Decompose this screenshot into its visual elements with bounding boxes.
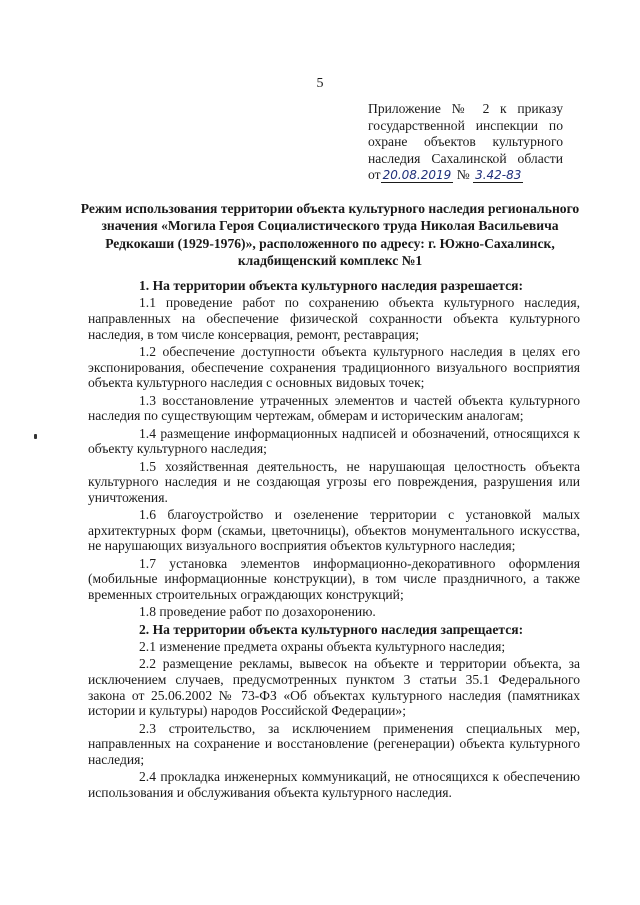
section-heading: 1. На территории объекта культурного наследия разрешается: — [139, 278, 524, 293]
document-title: Режим использования территории объекта культурного наследия регионального значения «Могила Героя Социалистического труда Николая Васильевича Редкокаши (1929-1976)», расположенного по адресу: г. Южно-Сахалинск, кладбищенский комплекс №1 — [80, 201, 580, 269]
document-body — [88, 278, 580, 802]
list-item: 1.5 хозяйственная деятельность, не нарушающая целостность объекта культурного наследия и не создающая угрозы его повреждения, разрушения или уничтожения. — [88, 458, 580, 505]
list-item: 2.4 прокладка инженерных коммуникаций, не относящихся к обеспечению использования и обслуживания объекта культурного наследия. — [88, 769, 580, 800]
list-item: 1.8 проведение работ по дозахоронению. — [139, 604, 376, 620]
handwritten-number: 3.42-83 — [475, 168, 522, 183]
list-item: 1.4 размещение информационных надписей и обозначений, относящихся к объекту культурного наследия; — [88, 425, 580, 457]
list-item: 2.2 размещение рекламы, вывесок на объекте и территории объекта, за исключением случаев, предусмотренных пунктом 3 статьи 35.1 Федерального закона от 25.06.2002 № 73-ФЗ «Об объектах культурного наследия (памятниках истории и культуры) народов Российской Федерации»; — [88, 656, 580, 719]
appendix-line: государственной инспекции по — [368, 117, 563, 133]
appendix-line: наследия Сахалинской области — [368, 150, 563, 166]
appendix-block — [368, 101, 563, 184]
section-heading: 2. На территории объекта культурного наследия запрещается: — [139, 621, 524, 637]
appendix-line: охране объектов культурного — [368, 134, 563, 150]
margin-mark — [34, 434, 37, 439]
page-number: 5 — [316, 76, 324, 91]
list-item: 2.1 изменение предмета охраны объекта культурного наследия; — [139, 639, 506, 655]
list-item: 1.7 установка элементов информационно-декоративного оформления (мобильные информационные конструкции), в том числе праздничного, а также временных строительных ограждающих конструкций; — [88, 555, 580, 602]
list-item: 1.2 обеспечение доступности объекта культурного наследия в целях его экспонирования, обеспечение сохранения традиционного визуального восприятия объекта культурного наследия с основных видовых точек; — [88, 343, 580, 391]
appendix-line: Приложение № 2 к приказу — [368, 101, 563, 116]
list-item: 1.6 благоустройство и озеленение территории с установкой малых архитектурных форм (скамьи, цветочницы), объектов монументального искусства, не нарушающих визуального восприятия объектов культурного наследия; — [88, 507, 580, 554]
date-prefix: от — [368, 167, 381, 183]
handwritten-date: 20.08.2019 — [382, 168, 452, 183]
list-item: 2.3 строительство, за исключением применения специальных мер, направленных на сохранение и восстановление (регенерации) объекта культурного наследия; — [88, 720, 580, 767]
list-item: 1.3 восстановление утраченных элементов и частей объекта культурного наследия по существующим чертежам, обмерам и историческим аналогам; — [88, 392, 580, 424]
list-item: 1.1 проведение работ по сохранению объекта культурного наследия, направленных на обеспечение физической сохранности объекта культурного наследия, в том числе консервация, ремонт, реставрация; — [88, 295, 580, 342]
number-prefix: № — [456, 167, 470, 183]
appendix-date-line — [368, 167, 563, 184]
